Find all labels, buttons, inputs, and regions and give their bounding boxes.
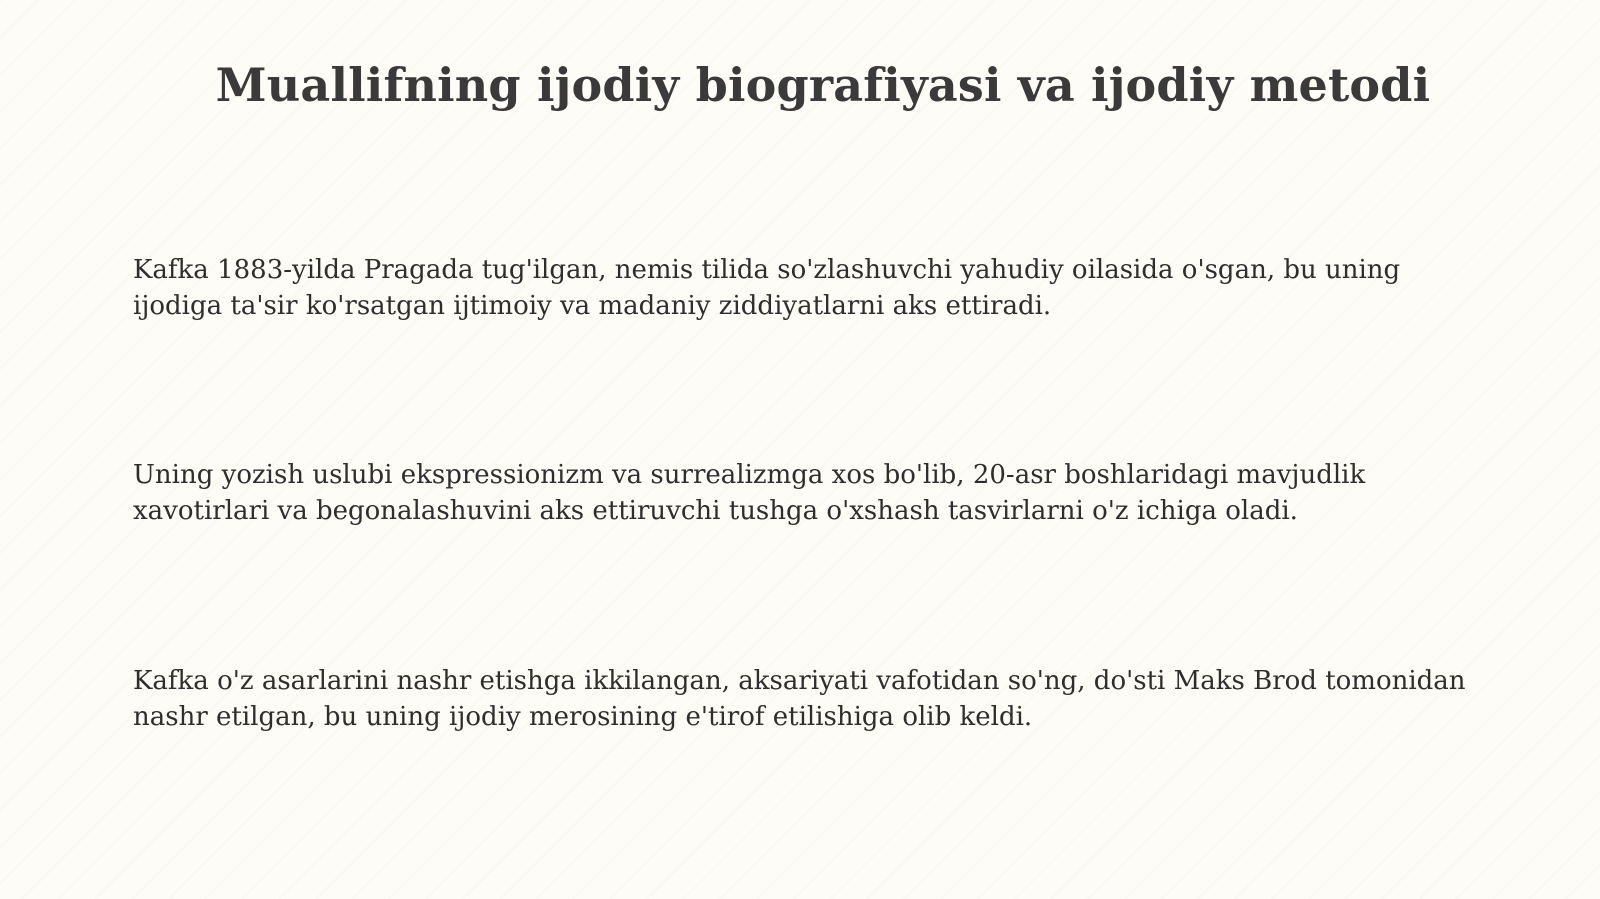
paragraph-writing-style: Uning yozish uslubi ekspressionizm va surrealizmga xos bo'lib, 20-asr boshlaridagi mavjudlik xavotirlari va begonalashuvini aks ettiruvchi tushga o'xshash tasvirlarni o'z ichiga oladi.: [133, 460, 1366, 526]
paragraph-legacy: Kafka o'z asarlarini nashr etishga ikkilangan, aksariyati vafotidan so'ng, do'sti Maks Brod tomonidan nashr etilgan, bu uning ijodiy merosining e'tirof etilishiga olib keldi.: [133, 666, 1466, 732]
slide-title: Muallifning ijodiy biografiyasi va ijodiy metodi: [215, 58, 1431, 112]
paragraph-biography: Kafka 1883-yilda Pragada tug'ilgan, nemis tilida so'zlashuvchi yahudiy oilasida o'sgan, bu uning ijodiga ta'sir ko'rsatgan ijtimoiy va madaniy ziddiyatlarni aks ettiradi.: [133, 255, 1401, 321]
